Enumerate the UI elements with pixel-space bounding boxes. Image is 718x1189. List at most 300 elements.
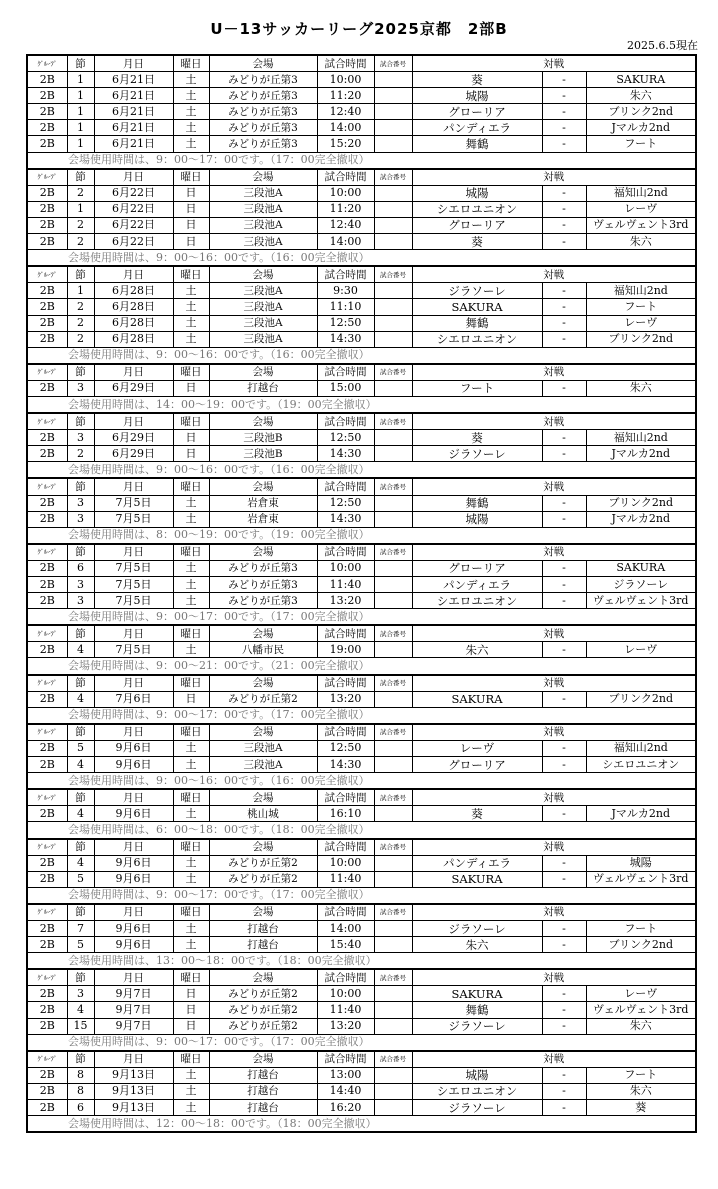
header-match-no: 試合番号 (374, 675, 412, 692)
away-team-cell: ジラソーレ (586, 577, 696, 593)
date-cell: 6月29日 (94, 446, 173, 462)
group-cell: 2B (27, 577, 67, 593)
weekday-cell: 土 (173, 120, 209, 136)
header-weekday: 曜日 (173, 839, 209, 856)
header-weekday: 曜日 (173, 724, 209, 741)
venue-cell: みどりが丘第3 (209, 104, 317, 120)
time-cell: 10:00 (317, 986, 374, 1002)
home-team-cell: ジラソーレ (412, 920, 542, 936)
vs-cell: - (542, 283, 586, 299)
round-cell: 1 (67, 88, 94, 104)
group-cell: 2B (27, 511, 67, 527)
group-cell: 2B (27, 315, 67, 331)
header-row (27, 544, 696, 561)
time-cell: 12:50 (317, 740, 374, 756)
vs-cell: - (542, 104, 586, 120)
home-team-cell: 城陽 (412, 1067, 542, 1083)
time-cell: 14:00 (317, 234, 374, 250)
header-match-no: 試合番号 (374, 169, 412, 186)
home-team-cell: 城陽 (412, 185, 542, 201)
vs-cell: - (542, 380, 586, 396)
match-no-cell (374, 72, 412, 88)
header-matchup: 対戦 (412, 625, 696, 642)
header-round: 節 (67, 478, 94, 495)
round-cell: 3 (67, 986, 94, 1002)
venue-cell: 岩倉東 (209, 495, 317, 511)
venue-note-row (27, 707, 696, 724)
header-venue: 会場 (209, 364, 317, 381)
home-team-cell: 葵 (412, 72, 542, 88)
vs-cell: - (542, 871, 586, 887)
venue-cell: 打越台 (209, 920, 317, 936)
table-row (27, 1100, 696, 1116)
home-team-cell: 葵 (412, 806, 542, 822)
header-weekday: 曜日 (173, 55, 209, 72)
match-no-cell (374, 691, 412, 707)
round-cell: 1 (67, 104, 94, 120)
note-spacer (27, 396, 67, 413)
header-group: ｸﾞﾙｰﾌﾟ (27, 724, 67, 741)
time-cell: 13:20 (317, 593, 374, 609)
vs-cell: - (542, 855, 586, 871)
match-no-cell (374, 283, 412, 299)
date-cell: 6月21日 (94, 104, 173, 120)
table-row (27, 937, 696, 953)
round-cell: 4 (67, 1002, 94, 1018)
group-cell: 2B (27, 1002, 67, 1018)
group-cell: 2B (27, 88, 67, 104)
header-matchup: 対戦 (412, 904, 696, 921)
match-no-cell (374, 855, 412, 871)
venue-usage-note: 会場使用時間は、9：00～17：00です。（17：00完全撤収） (67, 152, 696, 169)
vs-cell: - (542, 1018, 586, 1034)
group-cell: 2B (27, 217, 67, 233)
home-team-cell: パンディエラ (412, 855, 542, 871)
date-cell: 6月22日 (94, 234, 173, 250)
away-team-cell: レーヴ (586, 201, 696, 217)
match-no-cell (374, 234, 412, 250)
weekday-cell: 土 (173, 299, 209, 315)
vs-cell: - (542, 430, 586, 446)
header-match-no: 試合番号 (374, 478, 412, 495)
header-date: 月日 (94, 839, 173, 856)
venue-note-row (27, 527, 696, 544)
match-no-cell (374, 185, 412, 201)
round-cell: 1 (67, 136, 94, 152)
match-no-cell (374, 315, 412, 331)
table-row (27, 593, 696, 609)
weekday-cell: 日 (173, 185, 209, 201)
away-team-cell: ヴェルヴェント3rd (586, 593, 696, 609)
venue-usage-note: 会場使用時間は、9：00～21：00です。（21：00完全撤収） (67, 658, 696, 675)
table-row (27, 201, 696, 217)
round-cell: 2 (67, 299, 94, 315)
header-match-no: 試合番号 (374, 839, 412, 856)
home-team-cell: 朱六 (412, 642, 542, 658)
time-cell: 10:00 (317, 560, 374, 576)
header-time: 試合時間 (317, 169, 374, 186)
vs-cell: - (542, 1083, 586, 1099)
vs-cell: - (542, 315, 586, 331)
header-time: 試合時間 (317, 478, 374, 495)
weekday-cell: 土 (173, 331, 209, 347)
header-weekday: 曜日 (173, 266, 209, 283)
away-team-cell: 福知山2nd (586, 740, 696, 756)
table-row (27, 315, 696, 331)
header-row (27, 266, 696, 283)
venue-note-row (27, 773, 696, 790)
vs-cell: - (542, 331, 586, 347)
date-cell: 9月13日 (94, 1100, 173, 1116)
time-cell: 14:30 (317, 331, 374, 347)
vs-cell: - (542, 1002, 586, 1018)
header-round: 節 (67, 1051, 94, 1068)
venue-cell: 三段池A (209, 315, 317, 331)
match-no-cell (374, 1018, 412, 1034)
header-venue: 会場 (209, 789, 317, 806)
header-match-no: 試合番号 (374, 1051, 412, 1068)
group-cell: 2B (27, 299, 67, 315)
round-cell: 2 (67, 331, 94, 347)
header-date: 月日 (94, 266, 173, 283)
group-cell: 2B (27, 937, 67, 953)
note-spacer (27, 527, 67, 544)
round-cell: 1 (67, 283, 94, 299)
group-cell: 2B (27, 136, 67, 152)
home-team-cell: ジラソーレ (412, 1018, 542, 1034)
match-no-cell (374, 88, 412, 104)
away-team-cell: レーヴ (586, 315, 696, 331)
venue-note-row (27, 609, 696, 626)
time-cell: 12:50 (317, 315, 374, 331)
group-cell: 2B (27, 560, 67, 576)
weekday-cell: 土 (173, 315, 209, 331)
header-time: 試合時間 (317, 904, 374, 921)
match-no-cell (374, 495, 412, 511)
round-cell: 5 (67, 740, 94, 756)
date-cell: 9月13日 (94, 1083, 173, 1099)
time-cell: 15:40 (317, 937, 374, 953)
time-cell: 12:50 (317, 495, 374, 511)
venue-cell: 三段池A (209, 217, 317, 233)
weekday-cell: 日 (173, 691, 209, 707)
header-group: ｸﾞﾙｰﾌﾟ (27, 169, 67, 186)
header-group: ｸﾞﾙｰﾌﾟ (27, 675, 67, 692)
weekday-cell: 土 (173, 511, 209, 527)
header-time: 試合時間 (317, 544, 374, 561)
vs-cell: - (542, 495, 586, 511)
header-venue: 会場 (209, 478, 317, 495)
table-row (27, 1002, 696, 1018)
venue-cell: 打越台 (209, 380, 317, 396)
time-cell: 13:20 (317, 691, 374, 707)
date-cell: 9月6日 (94, 806, 173, 822)
date-cell: 9月7日 (94, 986, 173, 1002)
header-round: 節 (67, 969, 94, 986)
group-cell: 2B (27, 120, 67, 136)
venue-usage-note: 会場使用時間は、9：00～16：00です。（16：00完全撤収） (67, 347, 696, 364)
weekday-cell: 土 (173, 1067, 209, 1083)
venue-usage-note: 会場使用時間は、9：00～16：00です。（16：00完全撤収） (67, 250, 696, 267)
time-cell: 14:30 (317, 757, 374, 773)
header-row (27, 1051, 696, 1068)
table-row (27, 217, 696, 233)
header-venue: 会場 (209, 904, 317, 921)
round-cell: 4 (67, 855, 94, 871)
table-row (27, 1018, 696, 1034)
venue-cell: 打越台 (209, 1067, 317, 1083)
vs-cell: - (542, 937, 586, 953)
header-date: 月日 (94, 478, 173, 495)
home-team-cell: グローリア (412, 104, 542, 120)
header-time: 試合時間 (317, 969, 374, 986)
round-cell: 4 (67, 806, 94, 822)
table-row (27, 806, 696, 822)
schedule-table (26, 54, 697, 1133)
venue-cell: みどりが丘第2 (209, 855, 317, 871)
table-row (27, 511, 696, 527)
header-date: 月日 (94, 544, 173, 561)
round-cell: 2 (67, 315, 94, 331)
group-cell: 2B (27, 331, 67, 347)
header-date: 月日 (94, 969, 173, 986)
vs-cell: - (542, 185, 586, 201)
header-matchup: 対戦 (412, 1051, 696, 1068)
match-no-cell (374, 1083, 412, 1099)
vs-cell: - (542, 88, 586, 104)
group-cell: 2B (27, 757, 67, 773)
weekday-cell: 土 (173, 740, 209, 756)
venue-note-row (27, 396, 696, 413)
venue-usage-note: 会場使用時間は、8：00～19：00です。（19：00完全撤収） (67, 527, 696, 544)
header-group: ｸﾞﾙｰﾌﾟ (27, 839, 67, 856)
vs-cell: - (542, 201, 586, 217)
header-round: 節 (67, 266, 94, 283)
weekday-cell: 土 (173, 283, 209, 299)
match-no-cell (374, 511, 412, 527)
match-no-cell (374, 806, 412, 822)
date-cell: 6月22日 (94, 185, 173, 201)
round-cell: 2 (67, 217, 94, 233)
venue-usage-note: 会場使用時間は、13：00～18：00です。（18：00完全撤収） (67, 953, 696, 970)
date-cell: 9月13日 (94, 1067, 173, 1083)
venue-cell: みどりが丘第2 (209, 1002, 317, 1018)
round-cell: 6 (67, 560, 94, 576)
date-cell: 6月21日 (94, 88, 173, 104)
group-cell: 2B (27, 446, 67, 462)
header-date: 月日 (94, 789, 173, 806)
away-team-cell: Jマルカ2nd (586, 446, 696, 462)
table-row (27, 299, 696, 315)
venue-cell: 三段池A (209, 299, 317, 315)
header-matchup: 対戦 (412, 55, 696, 72)
header-weekday: 曜日 (173, 969, 209, 986)
header-match-no: 試合番号 (374, 266, 412, 283)
match-no-cell (374, 201, 412, 217)
venue-cell: みどりが丘第2 (209, 1018, 317, 1034)
venue-note-row (27, 1116, 696, 1133)
header-group: ｸﾞﾙｰﾌﾟ (27, 364, 67, 381)
header-matchup: 対戦 (412, 724, 696, 741)
header-time: 試合時間 (317, 839, 374, 856)
away-team-cell: 朱六 (586, 380, 696, 396)
date-cell: 6月22日 (94, 201, 173, 217)
header-round: 節 (67, 724, 94, 741)
home-team-cell: 城陽 (412, 88, 542, 104)
table-row (27, 185, 696, 201)
header-group: ｸﾞﾙｰﾌﾟ (27, 789, 67, 806)
vs-cell: - (542, 560, 586, 576)
home-team-cell: SAKURA (412, 871, 542, 887)
group-cell: 2B (27, 855, 67, 871)
match-no-cell (374, 217, 412, 233)
home-team-cell: グローリア (412, 757, 542, 773)
header-group: ｸﾞﾙｰﾌﾟ (27, 544, 67, 561)
venue-usage-note: 会場使用時間は、9：00～17：00です。（17：00完全撤収） (67, 887, 696, 904)
header-group: ｸﾞﾙｰﾌﾟ (27, 55, 67, 72)
date-cell: 6月21日 (94, 136, 173, 152)
header-group: ｸﾞﾙｰﾌﾟ (27, 904, 67, 921)
time-cell: 15:00 (317, 380, 374, 396)
vs-cell: - (542, 120, 586, 136)
weekday-cell: 土 (173, 806, 209, 822)
table-row (27, 577, 696, 593)
match-no-cell (374, 380, 412, 396)
time-cell: 10:00 (317, 72, 374, 88)
header-date: 月日 (94, 413, 173, 430)
away-team-cell: レーヴ (586, 642, 696, 658)
date-cell: 7月5日 (94, 642, 173, 658)
venue-usage-note: 会場使用時間は、9：00～17：00です。（17：00完全撤収） (67, 1034, 696, 1051)
round-cell: 6 (67, 1100, 94, 1116)
venue-note-row (27, 152, 696, 169)
header-venue: 会場 (209, 1051, 317, 1068)
match-no-cell (374, 430, 412, 446)
weekday-cell: 土 (173, 642, 209, 658)
group-cell: 2B (27, 691, 67, 707)
header-row (27, 675, 696, 692)
away-team-cell: 葵 (586, 1100, 696, 1116)
date-cell: 6月21日 (94, 72, 173, 88)
time-cell: 13:00 (317, 1067, 374, 1083)
header-time: 試合時間 (317, 724, 374, 741)
header-group: ｸﾞﾙｰﾌﾟ (27, 1051, 67, 1068)
home-team-cell: パンディエラ (412, 577, 542, 593)
weekday-cell: 土 (173, 871, 209, 887)
weekday-cell: 土 (173, 104, 209, 120)
header-weekday: 曜日 (173, 675, 209, 692)
weekday-cell: 日 (173, 430, 209, 446)
date-cell: 6月28日 (94, 283, 173, 299)
header-date: 月日 (94, 904, 173, 921)
away-team-cell: 福知山2nd (586, 430, 696, 446)
date-cell: 6月22日 (94, 217, 173, 233)
round-cell: 4 (67, 642, 94, 658)
group-cell: 2B (27, 495, 67, 511)
round-cell: 8 (67, 1067, 94, 1083)
match-no-cell (374, 104, 412, 120)
table-row (27, 1083, 696, 1099)
table-row (27, 920, 696, 936)
away-team-cell: フート (586, 920, 696, 936)
home-team-cell: ジラソーレ (412, 283, 542, 299)
date-cell: 9月6日 (94, 920, 173, 936)
group-cell: 2B (27, 234, 67, 250)
match-no-cell (374, 593, 412, 609)
weekday-cell: 土 (173, 593, 209, 609)
header-match-no: 試合番号 (374, 789, 412, 806)
away-team-cell: 城陽 (586, 855, 696, 871)
venue-cell: みどりが丘第3 (209, 88, 317, 104)
match-no-cell (374, 1002, 412, 1018)
header-weekday: 曜日 (173, 478, 209, 495)
home-team-cell: SAKURA (412, 299, 542, 315)
group-cell: 2B (27, 920, 67, 936)
venue-cell: 打越台 (209, 1083, 317, 1099)
time-cell: 11:20 (317, 88, 374, 104)
group-cell: 2B (27, 1067, 67, 1083)
away-team-cell: ヴェルヴェント3rd (586, 871, 696, 887)
venue-cell: みどりが丘第3 (209, 136, 317, 152)
round-cell: 8 (67, 1083, 94, 1099)
weekday-cell: 日 (173, 1002, 209, 1018)
venue-note-row (27, 887, 696, 904)
header-weekday: 曜日 (173, 544, 209, 561)
table-row (27, 446, 696, 462)
group-cell: 2B (27, 104, 67, 120)
round-cell: 3 (67, 495, 94, 511)
venue-cell: みどりが丘第3 (209, 577, 317, 593)
vs-cell: - (542, 757, 586, 773)
date-cell: 7月5日 (94, 560, 173, 576)
header-matchup: 対戦 (412, 969, 696, 986)
match-no-cell (374, 920, 412, 936)
table-row (27, 560, 696, 576)
date-cell: 6月29日 (94, 430, 173, 446)
venue-usage-note: 会場使用時間は、12：00～18：00です。（18：00完全撤収） (67, 1116, 696, 1133)
away-team-cell: 朱六 (586, 1018, 696, 1034)
header-time: 試合時間 (317, 413, 374, 430)
time-cell: 14:00 (317, 120, 374, 136)
time-cell: 11:40 (317, 871, 374, 887)
header-group: ｸﾞﾙｰﾌﾟ (27, 625, 67, 642)
match-no-cell (374, 299, 412, 315)
header-match-no: 試合番号 (374, 969, 412, 986)
venue-cell: 三段池A (209, 283, 317, 299)
round-cell: 5 (67, 871, 94, 887)
home-team-cell: 朱六 (412, 937, 542, 953)
vs-cell: - (542, 299, 586, 315)
venue-cell: 八幡市民 (209, 642, 317, 658)
header-group: ｸﾞﾙｰﾌﾟ (27, 478, 67, 495)
venue-usage-note: 会場使用時間は、9：00～17：00です。（17：00完全撤収） (67, 707, 696, 724)
time-cell: 14:30 (317, 446, 374, 462)
away-team-cell: ヴェルヴェント3rd (586, 217, 696, 233)
header-venue: 会場 (209, 169, 317, 186)
table-row (27, 380, 696, 396)
time-cell: 12:50 (317, 430, 374, 446)
venue-cell: みどりが丘第3 (209, 593, 317, 609)
weekday-cell: 土 (173, 1100, 209, 1116)
header-venue: 会場 (209, 675, 317, 692)
group-cell: 2B (27, 740, 67, 756)
round-cell: 4 (67, 757, 94, 773)
header-matchup: 対戦 (412, 789, 696, 806)
table-row (27, 331, 696, 347)
venue-cell: 三段池A (209, 331, 317, 347)
away-team-cell: フート (586, 136, 696, 152)
date-cell: 6月28日 (94, 331, 173, 347)
